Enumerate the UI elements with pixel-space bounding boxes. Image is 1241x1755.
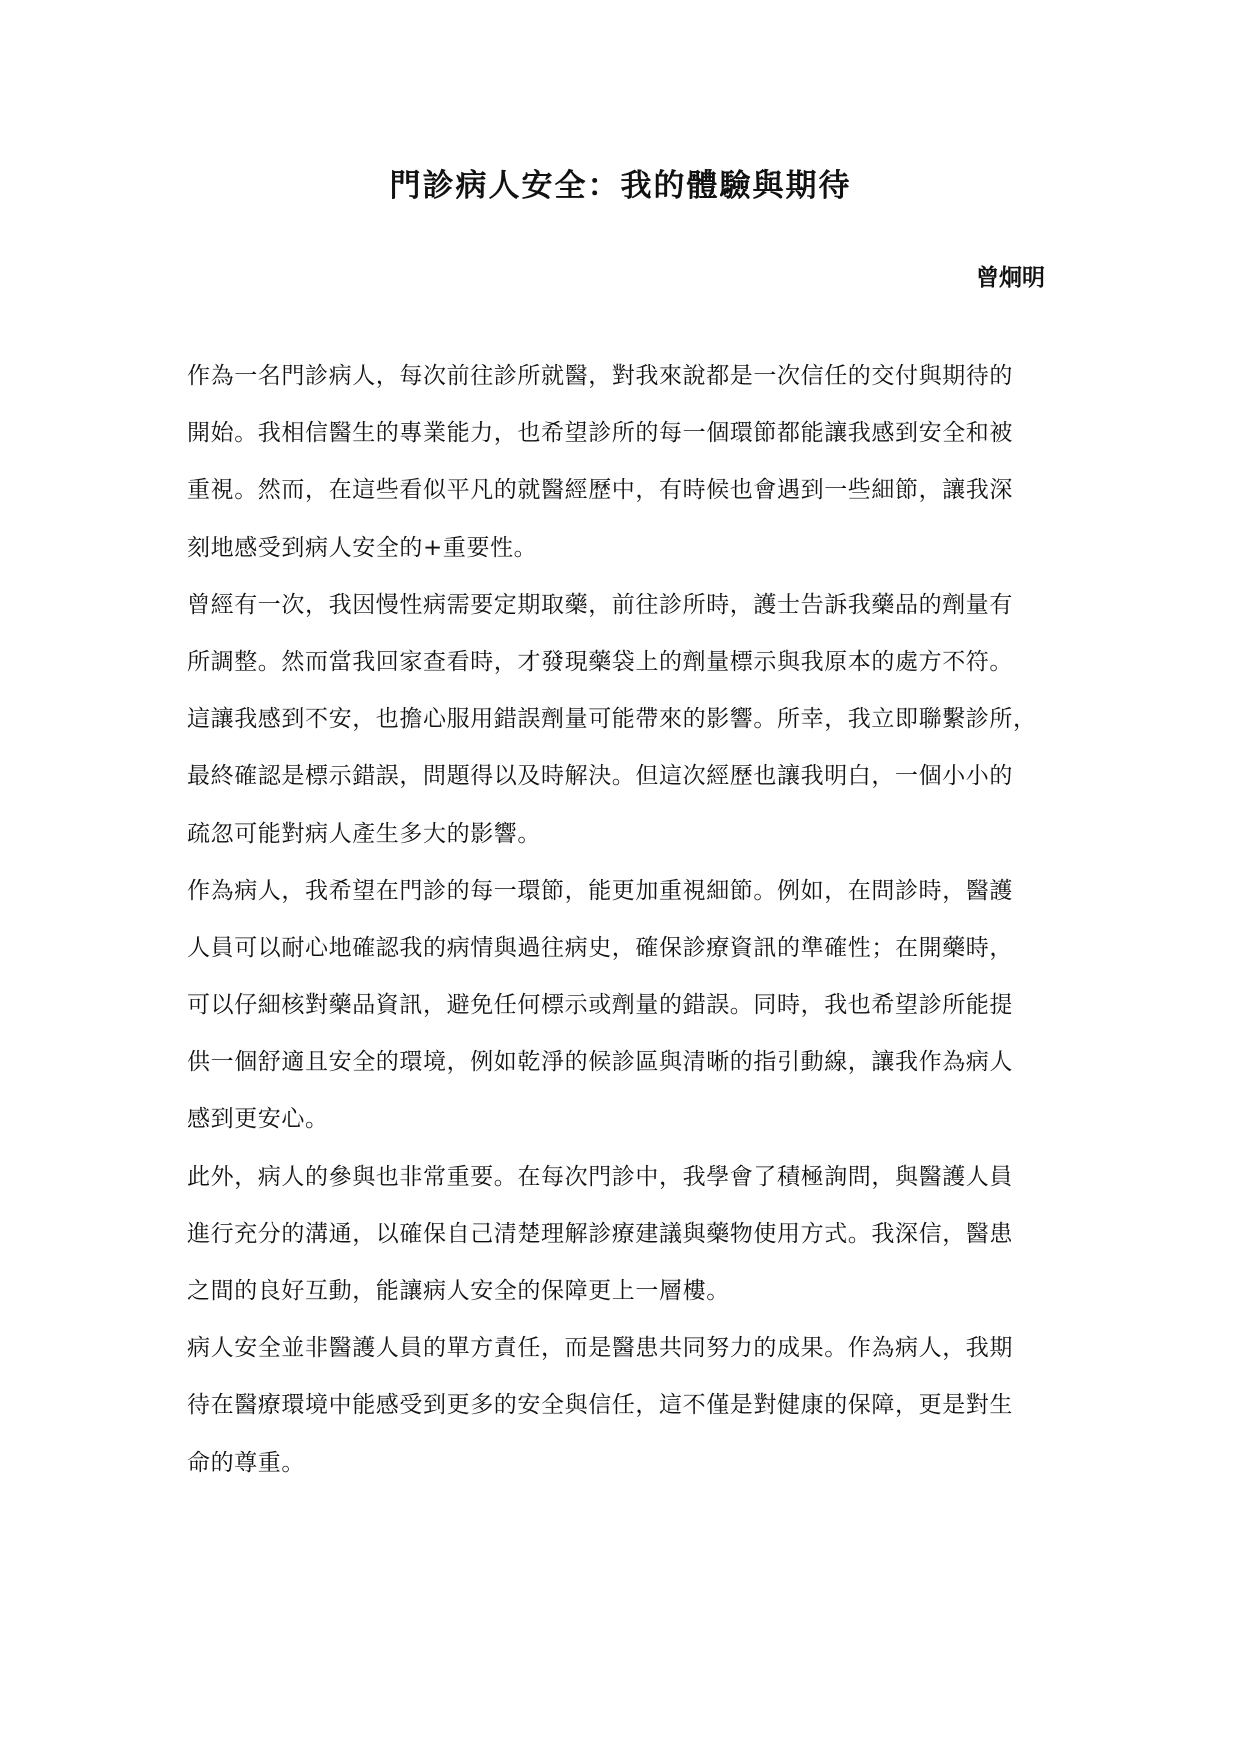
text-line: 作為病人，我希望在門診的每一環節，能更加重視細節。例如，在問診時，醫護 [187,877,1013,904]
text-line: 刻地感受到病人安全的+重要性。 [187,534,538,561]
text-line: 可以仔細核對藥品資訊，避免任何標示或劑量的錯誤。同時，我也希望診所能提 [187,992,1013,1019]
text-line: 所調整。然而當我回家查看時，才發現藥袋上的劑量標示與我原本的處方不符。 [187,648,1013,675]
text-line: 最終確認是標示錯誤，問題得以及時解決。但這次經歷也讓我明白，一個小小的 [187,763,1013,790]
document-body [187,348,1057,1492]
text-line: 感到更安心。 [187,1106,329,1133]
text-line: 病人安全並非醫護人員的單方責任，而是醫患共同努力的成果。作為病人，我期 [187,1335,1013,1362]
paragraph-1 [187,348,1057,577]
text-line: 進行充分的溝通，以確保自己清楚理解診療建議與藥物使用方式。我深信，醫患 [187,1220,1013,1247]
text-line: 待在醫療環境中能感受到更多的安全與信任，這不僅是對健康的保障，更是對生 [187,1392,1013,1419]
text-line: 曾經有一次，我因慢性病需要定期取藥，前往診所時，護士告訴我藥品的劑量有 [187,591,1013,618]
text-line: 命的尊重。 [187,1449,305,1476]
paragraph-4 [187,1149,1057,1321]
text-line: 重視。然而，在這些看似平凡的就醫經歷中，有時候也會遇到一些細節，讓我深 [187,477,1013,504]
author-name: 曾炯明 [976,265,1045,291]
text-line: 疏忽可能對病人產生多大的影響。 [187,820,541,847]
text-line: 人員可以耐心地確認我的病情與過往病史，確保診療資訊的準確性；在開藥時， [187,934,1013,961]
paragraph-5 [187,1320,1057,1492]
text-line: 開始。我相信醫生的專業能力，也希望診所的每一個環節都能讓我感到安全和被 [187,420,1013,447]
paragraph-3 [187,863,1057,1149]
paragraph-2 [187,577,1057,863]
text-line: 作為一名門診病人，每次前往診所就醫，對我來說都是一次信任的交付與期待的 [187,363,1013,389]
text-line: 這讓我感到不安，也擔心服用錯誤劑量可能帶來的影響。所幸，我立即聯繫診所， [187,706,1037,733]
text-line: 供一個舒適且安全的環境，例如乾淨的候診區與清晰的指引動線，讓我作為病人 [187,1049,1013,1076]
text-line: 之間的良好互動，能讓病人安全的保障更上一層樓。 [187,1278,730,1304]
document-title: 門診病人安全：我的體驗與期待 [389,168,852,204]
text-line: 此外，病人的參與也非常重要。在每次門診中，我學會了積極詢問，與醫護人員 [187,1163,1013,1190]
